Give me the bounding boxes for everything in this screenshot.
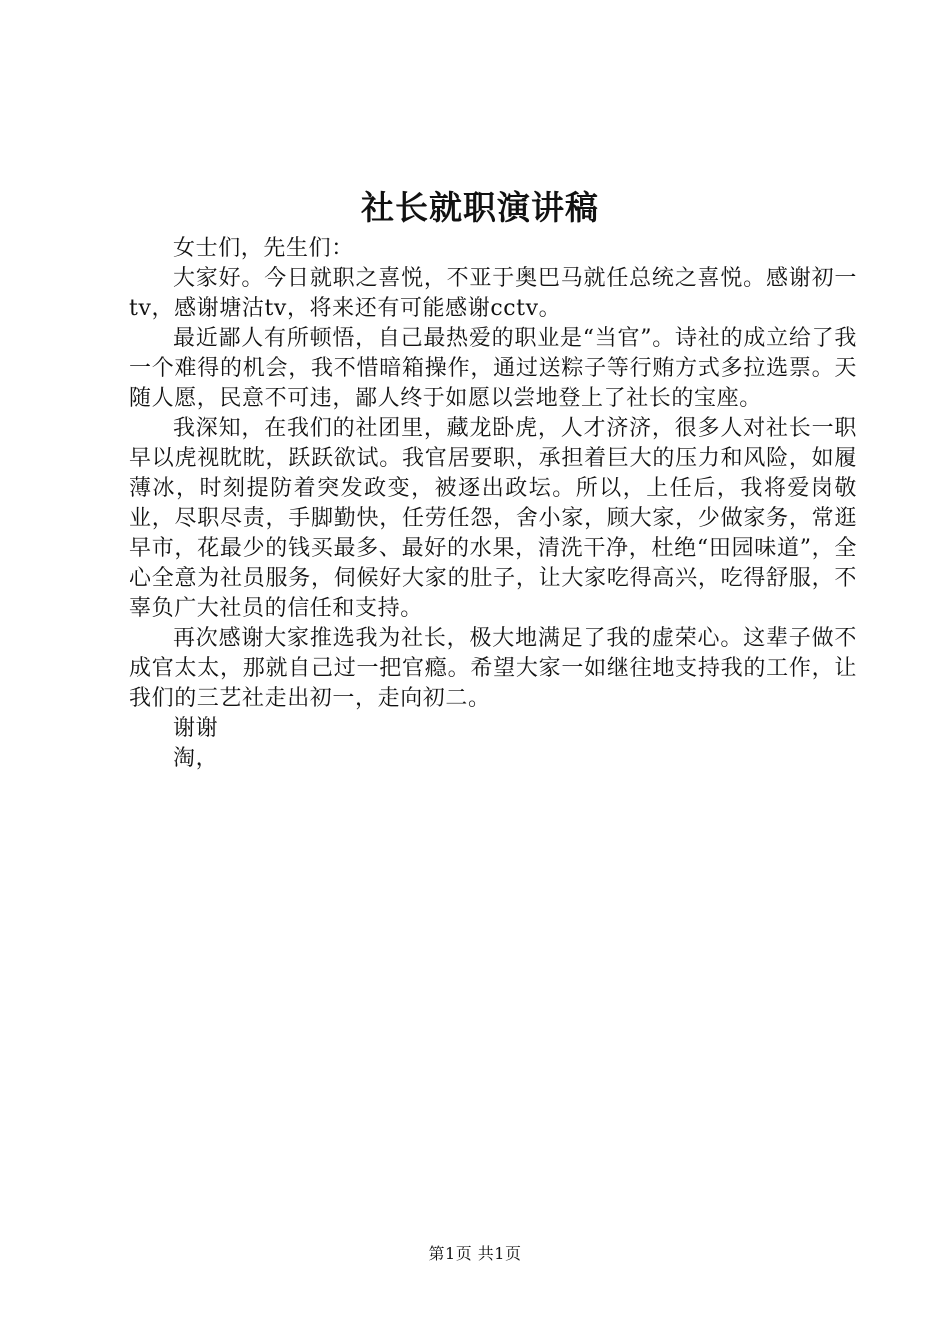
salutation-paragraph: 女士们，先生们： (173, 236, 354, 261)
document-body (129, 234, 857, 774)
closing-line: 淘， (173, 746, 219, 771)
closing-thanks: 谢谢 (173, 716, 219, 741)
body-paragraph: 最近鄙人有所顿悟，自己最热爱的职业是“当官”。诗社的成立给了我一个难得的机会，我不惜暗箱操作，通过送粽子等行贿方式多拉选票。天随人愿，民意不可违，鄙人终于如愿以尝地登上了社长的宝座。 (129, 326, 857, 411)
page-number-footer: 第1页 共1页 (428, 1244, 522, 1263)
document-title: 社长就职演讲稿 (361, 188, 599, 227)
body-paragraph: 大家好。今日就职之喜悦，不亚于奥巴马就任总统之喜悦。感谢初一tv，感谢塘沽tv，将来还有可能感谢cctv。 (129, 266, 857, 321)
body-paragraph: 我深知，在我们的社团里，藏龙卧虎，人才济济，很多人对社长一职早以虎视眈眈，跃跃欲试。我官居要职，承担着巨大的压力和风险，如履薄冰，时刻提防着突发政变，被逐出政坛。所以，上任后，我将爱岗敬业，尽职尽责，手脚勤快，任劳任怨，舍小家，顾大家，少做家务，常逛早市，花最少的钱买最多、最好的水果，清洗干净，杜绝“田园味道”，全心全意为社员服务，伺候好大家的肚子，让大家吃得高兴，吃得舒服，不辜负广大社员的信任和支持。 (129, 416, 857, 621)
body-paragraph: 再次感谢大家推选我为社长，极大地满足了我的虚荣心。这辈子做不成官太太，那就自己过一把官瘾。希望大家一如继往地支持我的工作，让我们的三艺社走出初一，走向初二。 (129, 626, 857, 711)
